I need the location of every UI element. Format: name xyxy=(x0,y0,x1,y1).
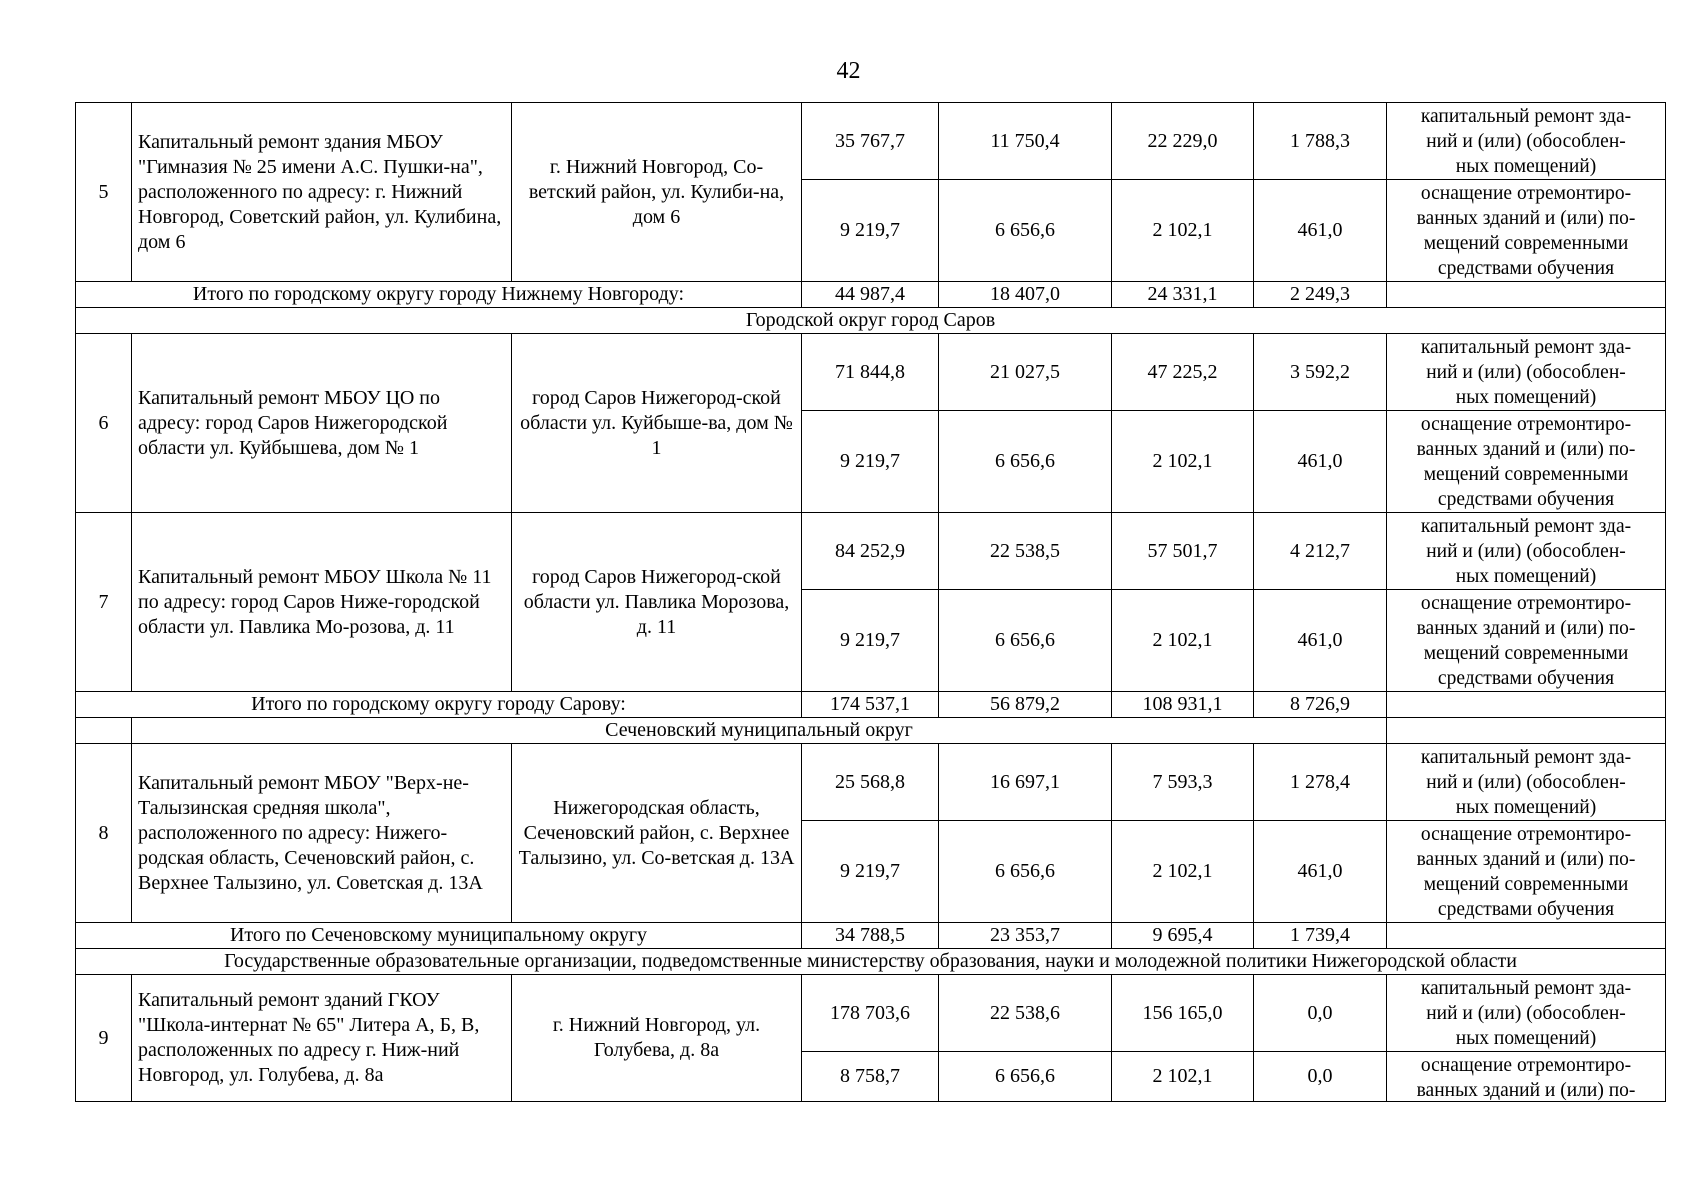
work-type-repair: капитальный ремонт зда- ний и (или) (обособлен- ных помещений) xyxy=(1387,744,1666,821)
table-row xyxy=(76,103,1666,180)
total-value: 1 739,4 xyxy=(1254,923,1387,949)
object-name: Капитальный ремонт МБОУ ЦО по адресу: город Саров Нижегородской области ул. Куйбышева, дом № 1 xyxy=(132,334,512,513)
budget-table xyxy=(75,102,1666,1102)
table-row xyxy=(76,513,1666,590)
row-number: 8 xyxy=(76,744,132,923)
value-regional: 22 229,0 xyxy=(1112,103,1254,180)
value-local: 1 788,3 xyxy=(1254,103,1387,180)
value-local: 3 592,2 xyxy=(1254,334,1387,411)
total-value: 8 726,9 xyxy=(1254,692,1387,718)
work-type-repair: капитальный ремонт зда- ний и (или) (обособлен- ных помещений) xyxy=(1387,103,1666,180)
value-total: 9 219,7 xyxy=(802,821,939,923)
value-local: 461,0 xyxy=(1254,590,1387,692)
value-total: 178 703,6 xyxy=(802,975,939,1052)
total-row xyxy=(76,923,1666,949)
value-local: 461,0 xyxy=(1254,821,1387,923)
section-title: Государственные образовательные организации, подведомственные министерству образования, науки и молодежной политики Нижегородской области xyxy=(76,949,1666,975)
value-total: 8 758,7 xyxy=(802,1052,939,1102)
object-name: Капитальный ремонт МБОУ "Верх-не-Талызинская средняя школа", расположенного по адресу: Нижего-родская область, Сеченовский район, с. Верхнее Талызино, ул. Советская д. 13А xyxy=(132,744,512,923)
work-type-equip: оснащение отремонтиро- ванных зданий и (или) по- мещений современными средствами обучения xyxy=(1387,411,1666,513)
value-federal: 6 656,6 xyxy=(939,821,1112,923)
table-row xyxy=(76,975,1666,1052)
table-row xyxy=(76,744,1666,821)
value-total: 71 844,8 xyxy=(802,334,939,411)
total-value: 9 695,4 xyxy=(1112,923,1254,949)
section-title: Городской округ город Саров xyxy=(76,308,1666,334)
value-regional: 57 501,7 xyxy=(1112,513,1254,590)
total-value: 24 331,1 xyxy=(1112,282,1254,308)
value-total: 9 219,7 xyxy=(802,180,939,282)
value-total: 9 219,7 xyxy=(802,590,939,692)
value-federal: 16 697,1 xyxy=(939,744,1112,821)
total-value: 174 537,1 xyxy=(802,692,939,718)
value-federal: 6 656,6 xyxy=(939,411,1112,513)
value-local: 461,0 xyxy=(1254,180,1387,282)
total-label: Итого по городскому округу городу Нижнему Новгороду: xyxy=(76,282,802,308)
total-value: 2 249,3 xyxy=(1254,282,1387,308)
value-federal: 6 656,6 xyxy=(939,1052,1112,1102)
work-type-equip: оснащение отремонтиро- ванных зданий и (или) по- мещений современными средствами обучения xyxy=(1387,590,1666,692)
row-number: 9 xyxy=(76,975,132,1102)
value-federal: 21 027,5 xyxy=(939,334,1112,411)
value-total: 84 252,9 xyxy=(802,513,939,590)
value-regional: 2 102,1 xyxy=(1112,180,1254,282)
object-name: Капитальный ремонт зданий ГКОУ "Школа-интернат № 65" Литера А, Б, В, расположенных по адресу г. Ниж-ний Новгород, ул. Голубева, д. 8а xyxy=(132,975,512,1102)
row-number: 6 xyxy=(76,334,132,513)
value-regional: 2 102,1 xyxy=(1112,411,1254,513)
row-number: 7 xyxy=(76,513,132,692)
value-local: 461,0 xyxy=(1254,411,1387,513)
object-address: г. Нижний Новгород, Со-ветский район, ул. Кулиби-на, дом 6 xyxy=(512,103,802,282)
value-federal: 22 538,5 xyxy=(939,513,1112,590)
object-address: город Саров Нижегород-ской области ул. Куйбыше-ва, дом № 1 xyxy=(512,334,802,513)
value-local: 4 212,7 xyxy=(1254,513,1387,590)
total-value: 56 879,2 xyxy=(939,692,1112,718)
section-row xyxy=(76,718,1666,744)
work-type-repair: капитальный ремонт зда- ний и (или) (обособлен- ных помещений) xyxy=(1387,975,1666,1052)
value-federal: 11 750,4 xyxy=(939,103,1112,180)
total-value: 34 788,5 xyxy=(802,923,939,949)
total-value: 44 987,4 xyxy=(802,282,939,308)
work-type-equip: оснащение отремонтиро- ванных зданий и (или) по- мещений современными средствами обучения xyxy=(1387,180,1666,282)
value-regional: 47 225,2 xyxy=(1112,334,1254,411)
object-address: г. Нижний Новгород, ул. Голубева, д. 8а xyxy=(512,975,802,1102)
total-row xyxy=(76,692,1666,718)
value-local: 0,0 xyxy=(1254,1052,1387,1102)
value-regional: 7 593,3 xyxy=(1112,744,1254,821)
value-regional: 156 165,0 xyxy=(1112,975,1254,1052)
value-federal: 6 656,6 xyxy=(939,180,1112,282)
total-label: Итого по Сеченовскому муниципальному округу xyxy=(76,923,802,949)
work-type-equip: оснащение отремонтиро- ванных зданий и (или) по- xyxy=(1387,1052,1666,1102)
object-address: город Саров Нижегород-ской области ул. Павлика Морозова, д. 11 xyxy=(512,513,802,692)
row-number: 5 xyxy=(76,103,132,282)
section-title: Сеченовский муниципальный округ xyxy=(132,718,1387,744)
value-total: 35 767,7 xyxy=(802,103,939,180)
total-value: 108 931,1 xyxy=(1112,692,1254,718)
value-regional: 2 102,1 xyxy=(1112,821,1254,923)
value-total: 25 568,8 xyxy=(802,744,939,821)
work-type-repair: капитальный ремонт зда- ний и (или) (обособлен- ных помещений) xyxy=(1387,334,1666,411)
table-row xyxy=(76,334,1666,411)
value-total: 9 219,7 xyxy=(802,411,939,513)
total-value: 23 353,7 xyxy=(939,923,1112,949)
object-address: Нижегородская область, Сеченовский район, с. Верхнее Талызино, ул. Со-ветская д. 13А xyxy=(512,744,802,923)
page-number: 42 xyxy=(836,58,861,84)
total-value: 18 407,0 xyxy=(939,282,1112,308)
total-label: Итого по городскому округу городу Сарову: xyxy=(76,692,802,718)
value-federal: 6 656,6 xyxy=(939,590,1112,692)
object-name: Капитальный ремонт здания МБОУ "Гимназия № 25 имени А.С. Пушки-на", расположенного по адресу: г. Нижний Новгород, Советский район, ул. Кулибина, дом 6 xyxy=(132,103,512,282)
value-regional: 2 102,1 xyxy=(1112,1052,1254,1102)
value-regional: 2 102,1 xyxy=(1112,590,1254,692)
object-name: Капитальный ремонт МБОУ Школа № 11 по адресу: город Саров Ниже-городской области ул. Павлика Мо-розова, д. 11 xyxy=(132,513,512,692)
value-local: 0,0 xyxy=(1254,975,1387,1052)
section-row xyxy=(76,308,1666,334)
section-row xyxy=(76,949,1666,975)
value-local: 1 278,4 xyxy=(1254,744,1387,821)
total-row xyxy=(76,282,1666,308)
work-type-repair: капитальный ремонт зда- ний и (или) (обособлен- ных помещений) xyxy=(1387,513,1666,590)
work-type-equip: оснащение отремонтиро- ванных зданий и (или) по- мещений современными средствами обучения xyxy=(1387,821,1666,923)
value-federal: 22 538,6 xyxy=(939,975,1112,1052)
